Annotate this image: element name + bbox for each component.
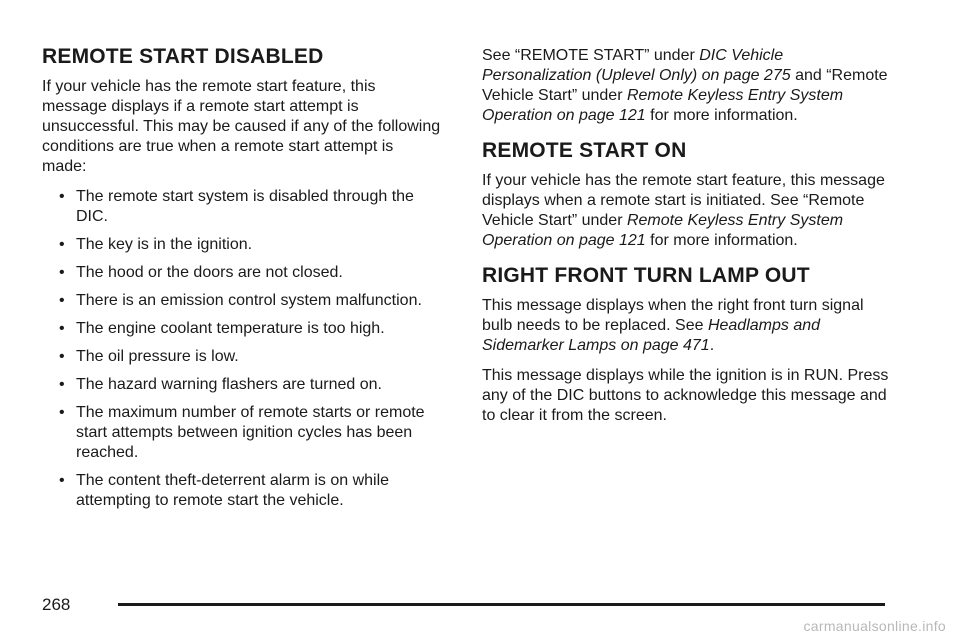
list-item: • The remote start system is disabled through the DIC. — [59, 188, 414, 225]
list-item: • The engine coolant temperature is too high. — [59, 320, 385, 337]
bullet-icon: • — [59, 320, 65, 337]
bullet-icon: • — [59, 188, 65, 205]
left-column — [42, 44, 442, 519]
bullet-icon: • — [59, 236, 65, 253]
remote-start-disabled-intro: If your vehicle has the remote start feature, this message displays if a remote start attempt is unsuccessful. This may be caused if any of the following conditions are true when a remote start attempt is made: — [42, 78, 441, 175]
keyless-entry-link[interactable]: Remote Keyless Entry System Operation on page 121 — [482, 212, 844, 249]
bullet-icon: • — [59, 348, 65, 365]
bullet-icon: • — [59, 264, 65, 281]
remote-start-on-heading: REMOTE START ON — [482, 139, 687, 162]
dic-personalization-link[interactable]: DIC Vehicle Personalization (Uplevel Only) on page 275 — [482, 47, 791, 84]
turn-lamp-paragraph-1: This message displays when the right front turn signal bulb needs to be replaced. See Headlamps and Sidemarker Lamps on page 471. — [482, 297, 864, 354]
turn-lamp-paragraph-2: This message displays while the ignition is in RUN. Press any of the DIC buttons to acknowledge this message and to clear it from the screen. — [482, 367, 889, 424]
footer-rule — [118, 603, 885, 606]
conditions-list — [42, 187, 442, 511]
list-item: • The content theft-deterrent alarm is on while attempting to remote start the vehicle. — [59, 472, 390, 509]
bullet-icon: • — [59, 376, 65, 393]
watermark: carmanualsonline.info — [803, 618, 946, 634]
list-item: • There is an emission control system malfunction. — [59, 292, 422, 309]
bullet-icon: • — [59, 472, 65, 489]
remote-start-on-paragraph: If your vehicle has the remote start feature, this message displays when a remote start is initiated. See “Remote Vehicle Start” under Remote Keyless Entry System Operation on page 121 for more information. — [482, 172, 885, 249]
right-column — [482, 46, 892, 436]
list-item: • The maximum number of remote starts or remote start attempts between ignition cycles has been reached. — [59, 404, 425, 461]
bullet-icon: • — [59, 404, 65, 421]
remote-start-disabled-heading: REMOTE START DISABLED — [42, 45, 324, 68]
page-number: 268 — [42, 595, 71, 614]
list-item: • The oil pressure is low. — [59, 348, 239, 365]
bullet-icon: • — [59, 292, 65, 309]
see-remote-start-paragraph: See “REMOTE START” under DIC Vehicle Personalization (Uplevel Only) on page 275 and “Remote Vehicle Start” under Remote Keyless Entry System Operation on page 121 for more information. — [482, 47, 888, 124]
keyless-entry-link[interactable]: Remote Keyless Entry System Operation on page 121 — [482, 87, 844, 124]
list-item: • The hazard warning flashers are turned on. — [59, 376, 382, 393]
list-item: • The hood or the doors are not closed. — [59, 264, 343, 281]
turn-lamp-out-heading: RIGHT FRONT TURN LAMP OUT — [482, 264, 810, 287]
headlamps-link[interactable]: Headlamps and Sidemarker Lamps on page 471 — [482, 317, 821, 354]
list-item: • The key is in the ignition. — [59, 236, 253, 253]
